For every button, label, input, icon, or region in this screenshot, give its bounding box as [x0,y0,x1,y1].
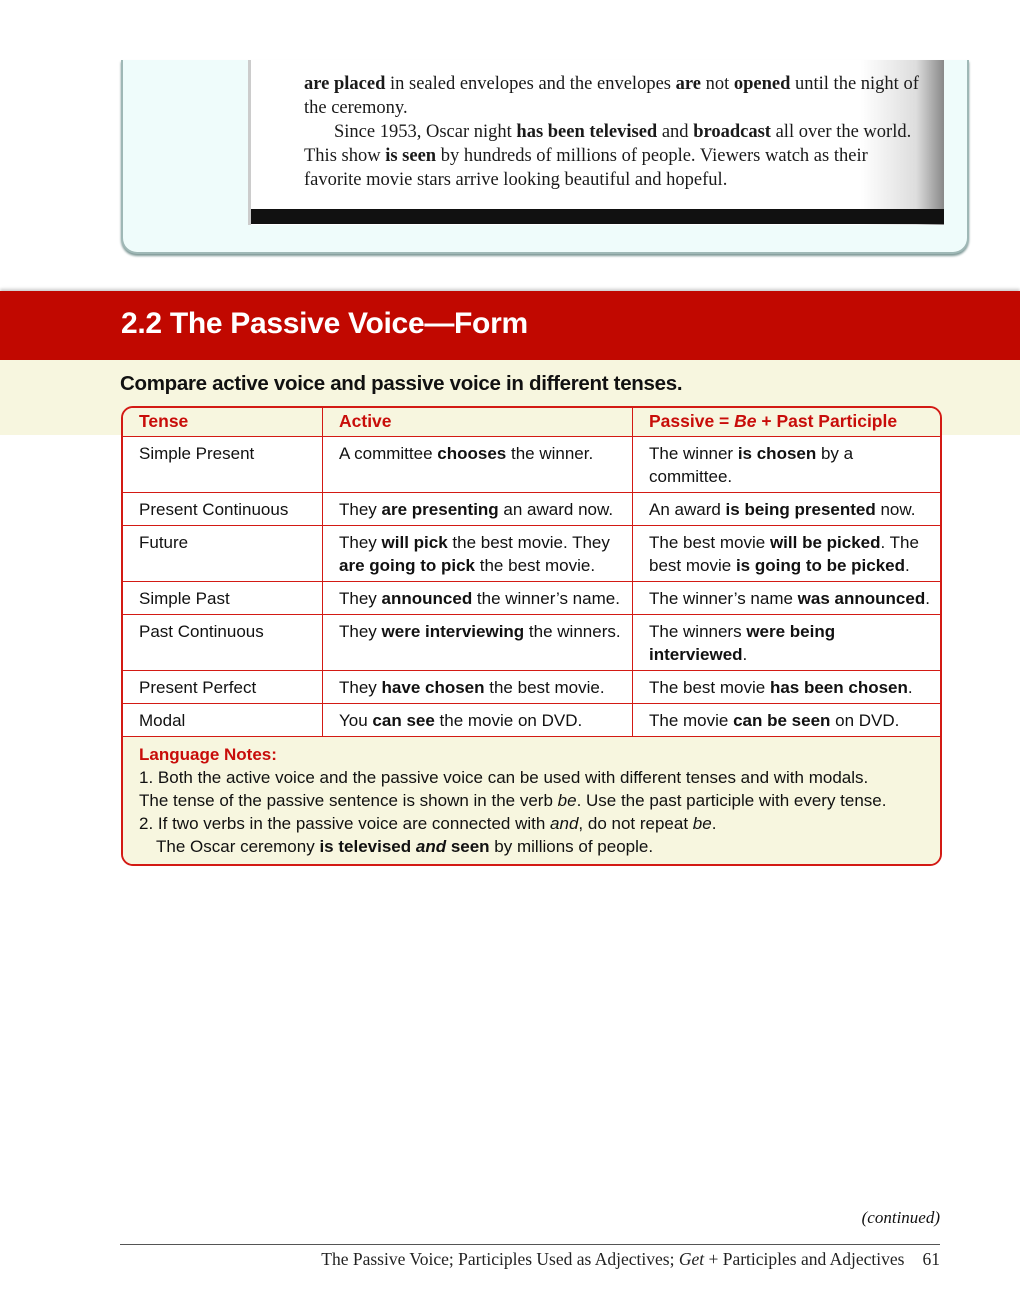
text-segment: have chosen [381,678,485,697]
text-segment: is going to be picked [735,556,906,575]
text-segment: 1. Both the active voice and the passive voice can be used with different tenses and with modals. [139,768,869,787]
text-segment: The best movie [649,678,770,697]
text-segment: Future [139,533,189,552]
text-segment: . [905,556,910,575]
text-segment: is being presented [725,500,876,519]
text-segment: . [711,814,717,833]
active-cell [322,671,632,703]
text-segment: the winner’s name. [472,589,620,608]
text-segment: were being interviewed [649,622,836,664]
reading-paragraph [304,72,924,120]
text-segment: can see [372,711,435,730]
section-title: 2.2 The Passive Voice—Form [121,307,528,340]
text-segment: is televised [319,837,412,856]
reading-paragraph-text [304,122,911,190]
text-segment: was announced [797,589,926,608]
text-segment: They [339,589,382,608]
text-segment: by millions of people. [489,837,654,856]
tense-cell [123,615,322,670]
text-segment: broadcast [693,122,771,142]
text-segment: They [339,622,382,641]
text-segment: are going to pick [339,556,476,575]
passive-cell [632,437,940,492]
text-segment: will pick [381,533,448,552]
chapter-title-part: The Passive Voice; Participles Used as Adjectives; [321,1249,679,1269]
text-segment: The winner’s name [649,589,798,608]
passive-cell [632,671,940,703]
text-segment: . The best movie [649,533,919,575]
text-segment: will be picked [769,533,881,552]
grammar-table [121,406,942,866]
text-segment: The tense of the passive sentence is shown in the verb [139,791,558,810]
text-segment: is seen [385,146,437,166]
page-footer [321,1249,940,1270]
text-segment: You [339,711,373,730]
text-segment: the best movie. [475,556,596,575]
footer-rule [120,1244,940,1245]
header-tense [123,408,322,436]
text-segment: Passive = [649,411,735,431]
active-cell [322,582,632,614]
text-segment: and [415,837,447,856]
active-cell [322,704,632,736]
text-segment: . [925,589,930,608]
tense-cell [123,704,322,736]
text-segment: The best movie [649,533,770,552]
reading-paragraph [304,120,924,192]
text-segment: The movie [649,711,734,730]
text-segment: opened [733,74,791,94]
active-cell [322,615,632,670]
page-number: 61 [922,1249,940,1269]
text-segment: Modal [139,711,186,730]
text-segment: all over the world. This show [304,122,912,166]
reading-card [248,60,944,225]
text-segment: by a committee. [649,444,854,486]
table-header-row [123,408,940,436]
section-header-band [0,291,1020,360]
passive-cell [632,582,940,614]
text-segment: They [339,533,382,552]
text-segment: be [692,814,712,833]
table-row [123,703,940,736]
text-segment: An award [649,500,726,519]
text-segment: , do not repeat [578,814,693,833]
table-row [123,525,940,581]
text-segment: and [550,814,579,833]
language-notes-title: Language Notes: [139,745,277,764]
text-segment: has been televised [516,122,658,142]
tense-cell [123,437,322,492]
tense-cell [123,493,322,525]
table-row [123,614,940,670]
text-segment: the winners. [524,622,621,641]
text-segment: Active [339,411,392,431]
header-active [322,408,632,436]
text-segment: until the night of the ceremony. [304,74,919,118]
text-segment: and [657,122,694,142]
tense-cell [123,671,322,703]
active-cell [322,493,632,525]
text-segment: can be seen [733,711,831,730]
text-segment: are placed [304,74,386,94]
text-segment: Tense [139,411,189,431]
text-segment: on DVD. [830,711,900,730]
active-cell [322,437,632,492]
header-passive [632,408,940,436]
text-segment: Present Perfect [139,678,257,697]
text-segment: Simple Present [139,444,255,463]
text-segment: The winners [649,622,747,641]
text-segment: They [339,500,382,519]
active-cell [322,526,632,581]
continued-label: (continued) [861,1208,940,1227]
table-row [123,492,940,525]
text-segment: Past Continuous [139,622,264,641]
card-bottom-bar [251,209,944,224]
language-notes [123,736,940,864]
text-segment: . [907,678,913,697]
reading-text [304,72,924,192]
text-segment: has been chosen [769,678,908,697]
text-segment: The winner [649,444,738,463]
text-segment: The Oscar ceremony [139,837,320,856]
text-segment: the movie on DVD. [434,711,583,730]
text-segment: the winner. [506,444,594,463]
text-segment: They [339,678,382,697]
text-segment: by hundreds of millions of people. Viewers watch as their favorite movie stars arrive looking beautiful and hopeful. [304,146,868,190]
text-segment: announced [381,589,473,608]
table-row [123,436,940,492]
note-line [139,835,924,858]
table-row [123,581,940,614]
text-segment: . [742,645,748,664]
tense-cell [123,526,322,581]
text-segment: Simple Past [139,589,230,608]
note-line [139,812,924,835]
text-segment: are presenting [381,500,499,519]
text-segment: the best movie. [484,678,605,697]
note-line [139,766,924,789]
text-segment: A committee [339,444,438,463]
text-segment: are [675,74,701,94]
text-segment: an award now. [498,500,614,519]
text-segment: + Past Participle [756,411,898,431]
text-segment: were interviewing [381,622,525,641]
passive-cell [632,704,940,736]
passive-cell [632,615,940,670]
passive-cell [632,493,940,525]
text-segment: Be [734,411,757,431]
text-segment: Since 1953, Oscar night [334,122,517,142]
text-segment: seen [446,837,490,856]
text-segment: . Use the past participle with every tense. [576,791,887,810]
chapter-title-part: + Participles and Adjectives [704,1249,905,1269]
tense-cell [123,582,322,614]
text-segment: now. [875,500,916,519]
text-segment: is chosen [737,444,817,463]
note-line [139,789,924,812]
text-segment: chooses [437,444,507,463]
text-segment: be [557,791,577,810]
text-segment: not [700,74,734,94]
text-segment: 2. If two verbs in the passive voice are connected with [139,814,551,833]
reading-excerpt-box [121,60,969,254]
table-row [123,670,940,703]
text-segment: Present Continuous [139,500,289,519]
text-segment: the best movie. They [447,533,610,552]
chapter-title [321,1249,904,1269]
section-subtitle: Compare active voice and passive voice in different tenses. [120,372,683,395]
passive-cell [632,526,940,581]
chapter-title-part: Get [678,1249,705,1269]
text-segment: in sealed envelopes and the envelopes [385,74,676,94]
